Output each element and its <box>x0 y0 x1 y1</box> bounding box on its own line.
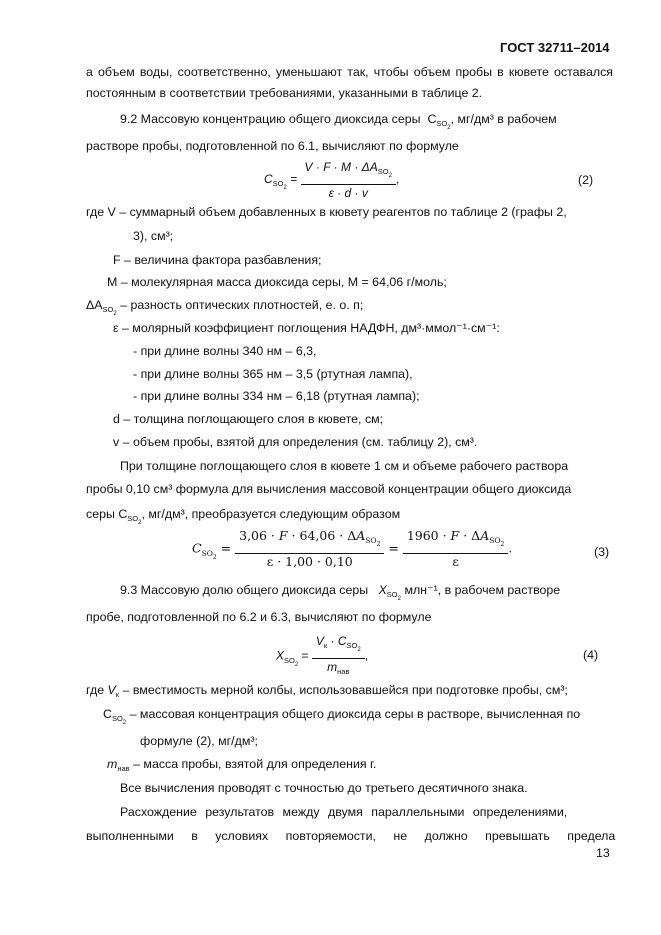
section-9-3-line1: 9.3 Массовую долю общего диоксида серы $X_{SO_2}$ млн⁻¹, в рабочем растворе <box>120 583 561 602</box>
def-m: М – молекулярная масса диоксида серы, М = 64,06 г/моль; <box>107 275 447 289</box>
section-9-3-line2: пробе, подготовленной по 6.2 и 6.3, вычисляют по формуле <box>86 610 432 624</box>
document-code: ГОСТ 32711–2014 <box>500 40 610 55</box>
def-d: d – толщина поглощающего слоя в кювете, см; <box>113 412 384 426</box>
thickness-line1: При толщине поглощающего слоя в кювете 1 см и объеме рабочего раствора <box>120 459 569 473</box>
def-v-cont: 3), см³; <box>133 229 174 243</box>
def-epsilon: ε – молярный коэффициент поглощения НАДФН, дм³·ммол⁻¹·см⁻¹: <box>113 321 500 335</box>
intro-paragraph: а объем воды, соответственно, уменьшают так, чтобы объем пробы в кювете оставался постоянным в соответствии требованиями, указанными в таблице 2. <box>86 65 613 100</box>
formula-2: $C_{SO_2}$ = $\frac{V \cdot F \cdot M \cdot \Delta A_{SO_2}}{\varepsilon \cdot d \cdot v}$ , <box>264 160 400 200</box>
x-so2-symbol: $X_{SO_2}$ <box>378 583 401 602</box>
diff-line2: выполненными в условиях повторяемости, не должно превышать предела <box>86 829 616 843</box>
calc-precision: Все вычисления проводят с точностью до третьего десятичного знака. <box>120 781 528 795</box>
page-number: 13 <box>596 846 610 860</box>
def-vk: где $V_к$ – вместимость мерной колбы, использовавшейся при подготовке пробы, см³; <box>86 683 568 699</box>
thickness-line3: серы $C_{SO_2}$, мг/дм³, преобразуется следующим образом <box>86 507 401 526</box>
def-f: F – величина фактора разбавления; <box>113 253 322 267</box>
section-9-2-line2: растворе пробы, подготовленной по 6.1, вычисляют по формуле <box>86 139 459 153</box>
def-v: где V – суммарный объем добавленных в кювету реагентов по таблице 2 (графы 2, <box>86 205 567 219</box>
section-9-2-line1: 9.2 Массовую концентрацию общего диоксида серы $C_{SO_2}$, мг/дм³ в рабочем <box>120 112 557 131</box>
def-small-v: v – объем пробы, взятой для определения (см. таблицу 2), см³. <box>113 435 478 449</box>
diff-line1: Расхождение результатов между двумя параллельными определениями, <box>120 805 568 819</box>
wavelength-334: - при длине волны 334 нм – 6,18 (ртутная лампа); <box>133 389 420 403</box>
def-cso2-cont: формуле (2), мг/дм³; <box>140 734 258 748</box>
formula-4-number: (4) <box>583 648 599 662</box>
formula-3: $C_{SO_2}$ = $\frac{3,06 \cdot F \cdot 64,06 \cdot \Delta A_{SO_2}}{\varepsilon \cdot 1,00 \cdot 0,10}$ = $\frac{1960 \cdot F \cdot \Delta A_{SO_2}}{\varepsilon}$ . <box>192 528 513 569</box>
c-so2-symbol: $C_{SO_2}$ <box>424 112 451 131</box>
formula-4: $X_{SO_2}$ = $\frac{V_к \cdot C_{SO_2}}{m_{нав}}$ , <box>276 634 369 676</box>
thickness-line2: пробы 0,10 см³ формула для вычисления массовой концентрации общего диоксида <box>86 482 572 496</box>
def-m-nav: $m_{нав}$ – масса пробы, взятой для определения г. <box>107 757 377 773</box>
def-delta-a: $\Delta A_{SO_2}$ – разность оптических плотностей, е. о. п; <box>86 298 364 317</box>
formula-2-number: (2) <box>578 173 594 187</box>
wavelength-340: - при длине волны 340 нм – 6,3, <box>133 344 317 358</box>
wavelength-365: - при длине волны 365 нм – 3,5 (ртутная лампа), <box>133 367 413 381</box>
formula-3-number: (3) <box>594 545 610 559</box>
def-cso2: $C_{SO_2}$ – массовая концентрация общего диоксида серы в растворе, вычисленная по <box>103 707 581 726</box>
